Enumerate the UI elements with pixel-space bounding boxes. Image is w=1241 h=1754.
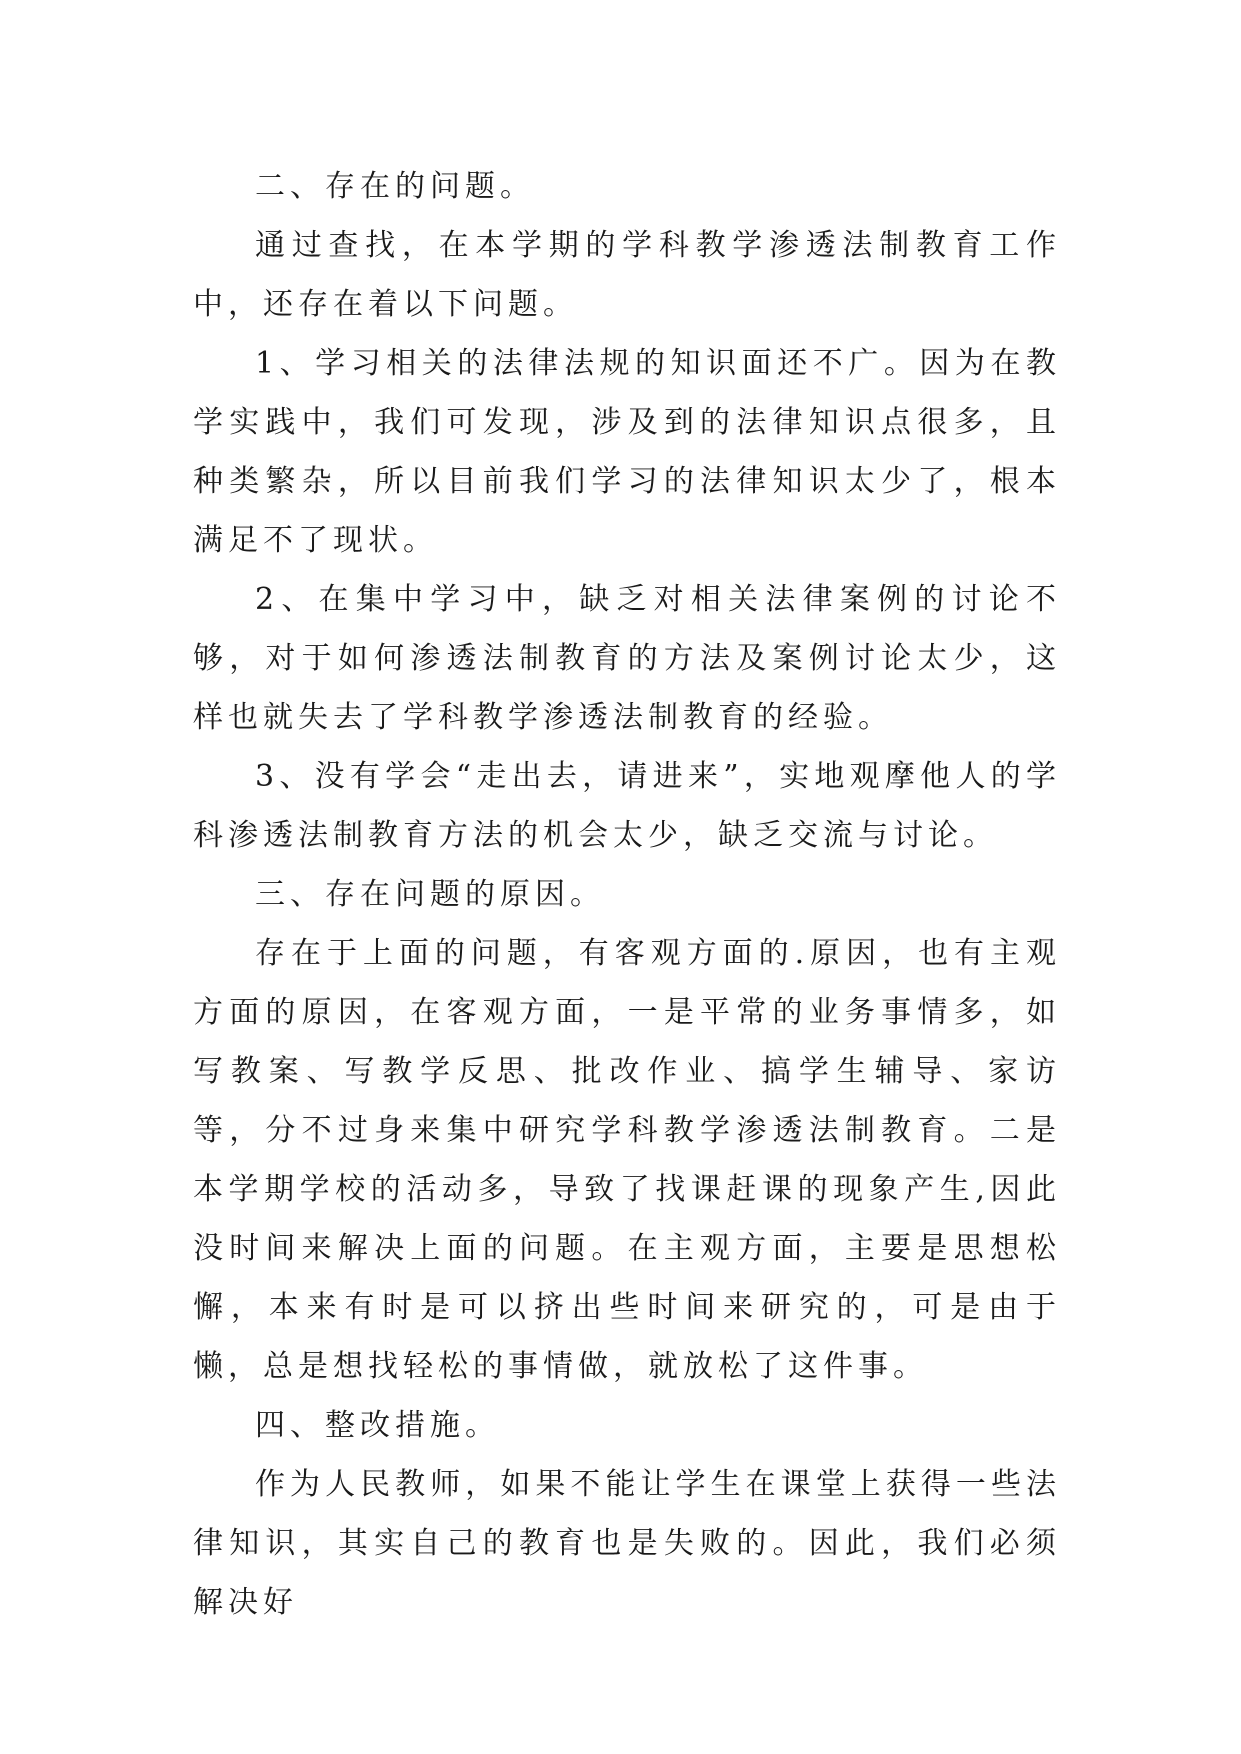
- paragraph-measures: 作为人民教师，如果不能让学生在课堂上获得一些法律知识，其实自己的教育也是失败的。因此，我们必须解决好: [193, 1467, 1061, 1620]
- heading-causes: 三、存在问题的原因。: [255, 877, 605, 912]
- paragraph-intro: 通过查找，在本学期的学科教学渗透法制教育工作中，还存在着以下问题。: [193, 228, 1061, 322]
- paragraph-problem-3: 3、没有学会“走出去，请进来”，实地观摩他人的学科渗透法制教育方法的机会太少，缺乏交流与讨论。: [193, 759, 1061, 853]
- paragraph-causes: 存在于上面的问题，有客观方面的.原因，也有主观方面的原因，在客观方面，一是平常的业务事情多，如写教案、写教学反思、批改作业、搞学生辅导、家访等，分不过身来集中研究学科教学渗透法制教育。二是本学期学校的活动多，导致了找课赶课的现象产生,因此没时间来解决上面的问题。在主观方面，主要是思想松懈，本来有时是可以挤出些时间来研究的，可是由于懒，总是想找轻松的事情做，就放松了这件事。: [193, 936, 1061, 1384]
- paragraph-problem-1: 1、学习相关的法律法规的知识面还不广。因为在教学实践中，我们可发现，涉及到的法律知识点很多，且种类繁杂，所以目前我们学习的法律知识太少了，根本满足不了现状。: [193, 346, 1061, 558]
- heading-measures: 四、整改措施。: [255, 1408, 500, 1443]
- document-body: [193, 157, 1061, 1632]
- heading-problems: 二、存在的问题。: [255, 169, 535, 204]
- paragraph-problem-2: 2、在集中学习中，缺乏对相关法律案例的讨论不够，对于如何渗透法制教育的方法及案例讨论太少，这样也就失去了学科教学渗透法制教育的经验。: [193, 582, 1061, 735]
